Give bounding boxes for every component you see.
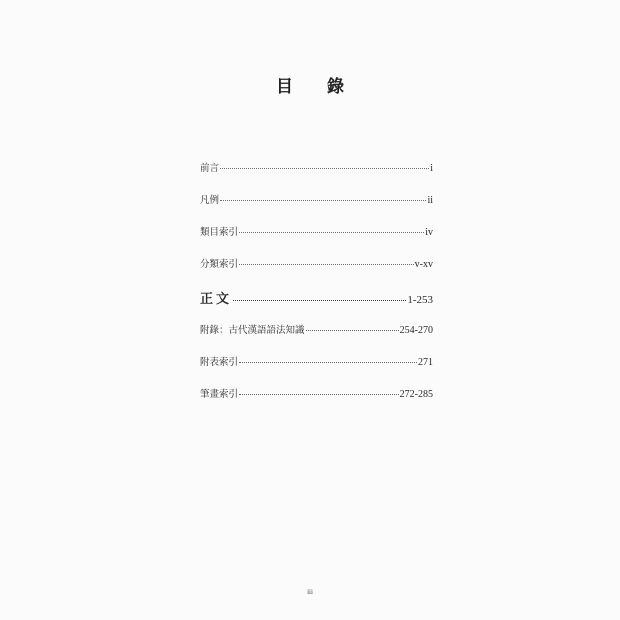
toc-entry-label: 前言: [200, 163, 220, 174]
toc-entry-stroke-index: [200, 386, 433, 418]
toc-entry-label: 凡例: [200, 195, 220, 206]
toc-entry-label: 類目索引: [200, 227, 239, 238]
table-of-contents: [200, 160, 433, 418]
toc-entry-label: 正文: [200, 292, 233, 307]
page-number: iii: [307, 588, 313, 596]
toc-entry-guide: [200, 192, 433, 224]
toc-entry-page: 1-253: [407, 294, 433, 306]
toc-entry-page: v-xv: [414, 259, 433, 270]
toc-entry-label: 分類索引: [200, 259, 239, 270]
toc-entry-label: 筆畫索引: [200, 389, 239, 400]
dot-leader: [220, 168, 429, 169]
toc-entry-preface: [200, 160, 433, 192]
toc-entry-classified-index: [200, 256, 433, 288]
toc-entry-appendix: [200, 322, 433, 354]
toc-entry-main-text: [200, 288, 433, 322]
dot-leader: [306, 330, 399, 331]
toc-entry-category-index: [200, 224, 433, 256]
toc-entry-table-index: [200, 354, 433, 386]
toc-entry-page: 271: [418, 357, 433, 368]
toc-entry-page: ii: [427, 195, 433, 206]
dot-leader: [233, 300, 406, 301]
toc-entry-page: 254-270: [399, 325, 433, 336]
toc-entry-page: iv: [425, 227, 433, 238]
dot-leader: [220, 200, 426, 201]
toc-entry-page: i: [430, 163, 433, 174]
dot-leader: [239, 232, 424, 233]
dot-leader: [239, 394, 399, 395]
toc-entry-page: 272-285: [399, 389, 433, 400]
toc-entry-label: 附表索引: [200, 357, 239, 368]
dot-leader: [239, 264, 414, 265]
dot-leader: [239, 362, 417, 363]
toc-entry-label: 附錄：古代漢語語法知識: [200, 325, 305, 336]
page-title: 目 錄: [276, 77, 358, 97]
